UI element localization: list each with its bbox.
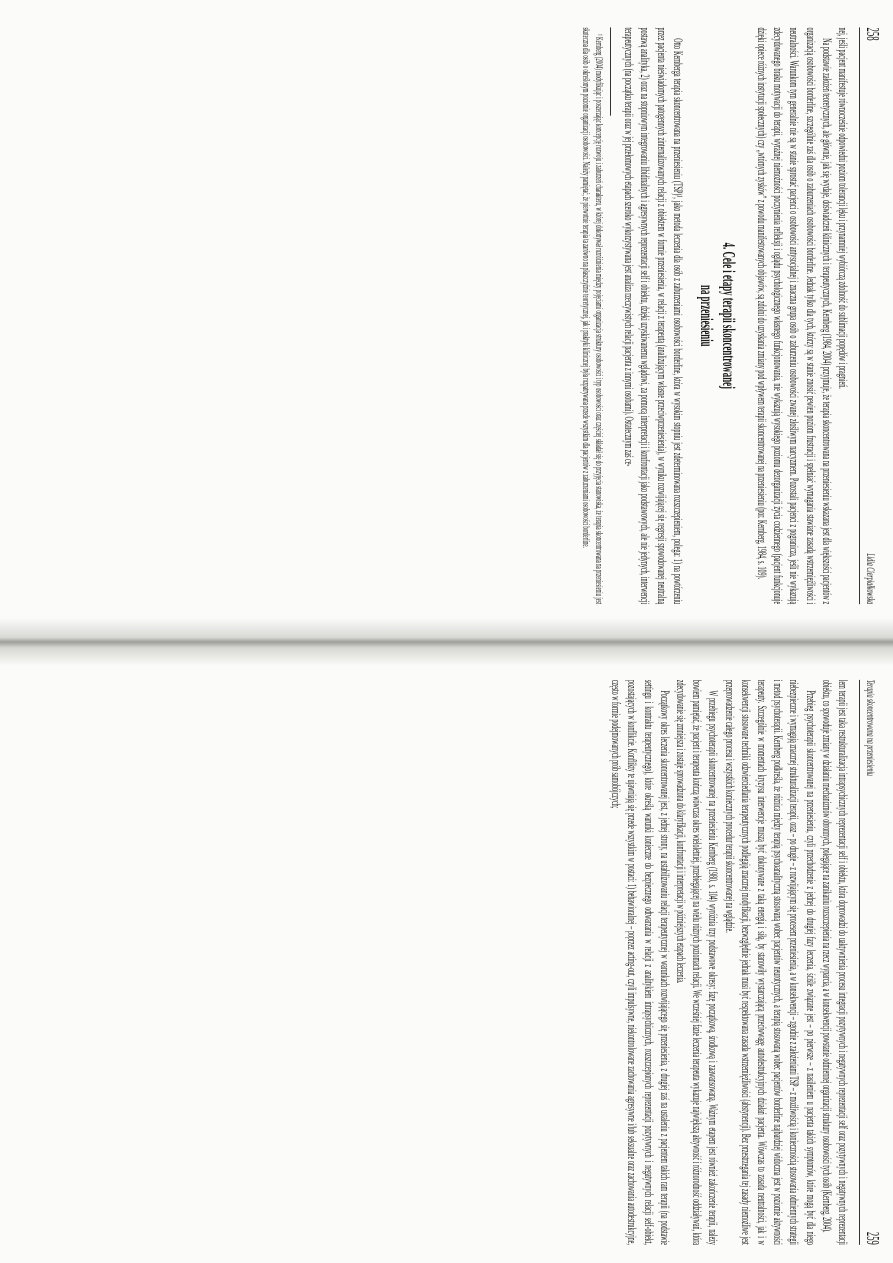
paragraph: lem terapii jest taka restrukturalizacja intrapsychicznych reprezentacji self i obiektu, która doprowadzi do uaktywnienia procesu integracji pozytywnych i negatywnych reprezentacji self oraz pozytywnych i negatywnych reprezentacji obiektu, co spowoduje zmiany w działaniu mechanizmów obronnych, polegające na zanikaniu rozszczepienia na rzecz wyparcia, a w konsekwencji powstanie odmiennej organizacji struktury osobowości tych osób (Kernberg, 2004). — [819, 679, 850, 1245]
right-page — [447, 653, 893, 1259]
heading-line: na przeniesieniu — [696, 285, 717, 347]
paragraph: Początkowy okres leczenia skoncentrowanej jest, z jednej strony, na ustabilizowaniu relacji terapeutycznej w warunkach rozwijającego się przeniesienia, z drugiej zaś na ustaleniu z pacjentem takich ram terapii (na podstawie settingu i kontraktu terapeutycznego), które określą warunki konieczne do bezpiecznego odtwarzania w relacji z analitykiem intrapsychicznych, rozszczepionych reprezentacji pozytywnych i negatywnych relacji self-obiekt, pozostających w konflikcie. Konflikty te ujawniają się przede wszystkim w postaci: 1) behawioralnej – poprzez acting-out, czyli impulsywne, niekontrolowane zachowania agresywne i/lub seksualne oraz zachowania autodestrukcyjne, często w formie podejmowanych prób samobójczych; — [609, 679, 672, 1245]
heading-line: 4. Cele i etapy terapii skoncentrowanej — [718, 242, 739, 389]
running-header — [859, 680, 883, 1245]
paragraph: Przebieg psychoterapii skoncentrowanej na przeniesieniu, czyli przechodzenie z jednej do drugiej fazy leczenia, ściśle związane jest – po pierwsze – z nasileniem u pacjenta takich symptomów, które mogą być dla niego niebezpieczne i wymagają znacznej strukturalizacji terapii, oraz – po drugie – z rozwijającym się procesem przeniesienia, a w konsekwencji – zgodnie z założeniami TSP – z możliwością i koniecznością stosowania odmiennych strategii i metod psychoterapii. Kernberg podkreśla, że różnica między terapią psychoanalityczną stosowaną wobec pacjentów neurotycznych, a terapią stosowaną wobec pacjentów borderline najbardziej widoczna jest w poziomie aktywności terapeuty. Szczególnie w momentach kryzysu interwencje muszą być dokonywane z taką energią i siłą, by stanowiły wystarczającą przeciwwagę autodestrukcyjnych działań pacjenta. Wówczas to zasada neutralności, jak i w konsekwencji stosowane techniki odzwierciedlania terapeutycznych podlegają znacznej modyfikacji, bezwzględnie jednak musi być respektowana zasada wstrzemięźliwości (abstynencji). Bez przestrzegania tej zasady niemożliwe jest przeprowadzenie całego procesu i wszystkich koniecznych procedur terapii skoncentrowanej na wglądzie. — [722, 679, 818, 1245]
page-number: 258 — [863, 27, 883, 41]
footnote-divider — [610, 27, 611, 115]
paragraph: W przebiegu psychoterapii skoncentrowanej na przeniesieniu Kernberg (1980, s. 104) wyróżnia trzy podstawowe okresy: fazę początkową, środkową i zaawansowaną. Ważnym etapem jest również zakończenie terapii, należy bowiem pamiętać, że pacjent i terapeuta kończą wówczas okres wieloletniej, przebiegającej na wielu różnych poziomach relacji. We wcześniej fazie leczenia terapeuta wykazuje największą aktywność i różnorodność oddziaływań, która zdecydowanie się zmniejsza i zostaje sprowadzona do klaryfikacji, konfrontacji i interpretacji w późniejszych etapach leczenia. — [673, 679, 721, 1245]
running-head-author: Lidia Cierpiałkowska — [864, 553, 878, 605]
footnote: ¹ Kernberg (2004) modyfikując i poszerzając koncepcję rozwoju i zaburzeń charakteru, w której dokonywał rozróżnienia między pojęciami organizacja struktury osobowości i typ osobowości oraz częściej składał się do przyjęcia stanowiska, że terapia skoncentrowana na przeniesieniu jest skuteczna dla osób o określonym poziomie organizacji osobowości. Należy pamiętać, że pierwotnie terapia ta zarówno na płaszczyźnie teoretycznej, jak i praktyki klinicznej była rozpatrywana przede wszystkim dla pacjentów z zaburzeniami osobowości borderline. — [580, 27, 604, 605]
running-head-title: Terapia skoncentrowana na przeniesieniu — [864, 679, 878, 776]
page-number: 259 — [863, 1231, 883, 1245]
section-heading — [696, 27, 740, 604]
paragraph: nej, jeśli pacjent manifestuje równocześnie odpowiedni poziom tolerancji lęku i przynamniej wybiórczą zdolność do sublimacji popędów i pragnień. — [836, 27, 850, 389]
left-page — [447, 0, 893, 619]
running-header — [859, 27, 883, 604]
paragraph: Otto Kernberga terapia skoncentrowana na przeniesieniu (TSP)¹, jako metoda leczenia dla osób z zaburzeniami osobowości borderline, która w wysokim stopniu jest zdeterminowana rozszczepieniem, polega: 1) na powtórzeniu przez pacjenta nieświadomych patogennych zinternalizowanych relacji z obiektem w formie przeniesienia, w relacji z terapeutą (analizującym własne przeciwprzeniesienia), w wyniku rozwijającej się regresji spowodowanej neutralną postawą analityka, 2) oraz na stopniowym integrowaniu libidinalnych i agresywnych reprezentacji self i obiektu, dzięki uzyskiwanemu wglądowi, za pomocą interpretacji i konfrontacji jako podstawowych, ale nie jedynych, interwencji terapeutycznych (na początku terapii oraz w jej przełomowych etapach szeroko wykorzystywana jest analiza rzeczywistych relacji pacjenta z innymi osobami). Ostatecznym zaś ce- — [622, 27, 685, 605]
paragraph: Na podstawie założeń teoretycznych, ale głównie, jak się wydaje, doświadczeń klinicznych i terapeutycznych, Kernberg (1984, 2004) przyjmuje, że terapia skoncentrowana na przeniesieniu wskazana jest dla większości pacjentów z organizacją osobowości borderline, szczególnie zaś dla osób o zaburzeniach osobowości borderline. Jednak tylko dla tych, którzy są w stanie znosić pewien poziom frustracji i spełniać wymagania stawiane zasadą wstrzemięźliwości i neutralności. Warunkom tym generalnie nie są w stanie sprostać pacjenci o osobowości antysocjalnej i znaczna grupa osób o zaburzeniu osobowości zwanej złośliwym narcyzmem. Pozostali pacjenci z pogranicza, jeśli nie wykazują zdecydowanego braku motywacji do terapii, wyraźnej niemożności poczynienia refleksji i oglądu psychologicznego własnego funkcjonowania, nie wykazują wysokiego poziomu dezorganizacji życia codziennego (pacjent funkcjonuje dzięki opiece różnych instytucji społecznych) czy „wtórnych zysków” z powodu manifestowanych objawów, są zdolni do uzyskania zmiany pod wpływem terapii skoncentrowanej na przeniesieniu (por. Kernberg, 1984, s. 109). — [754, 27, 834, 605]
